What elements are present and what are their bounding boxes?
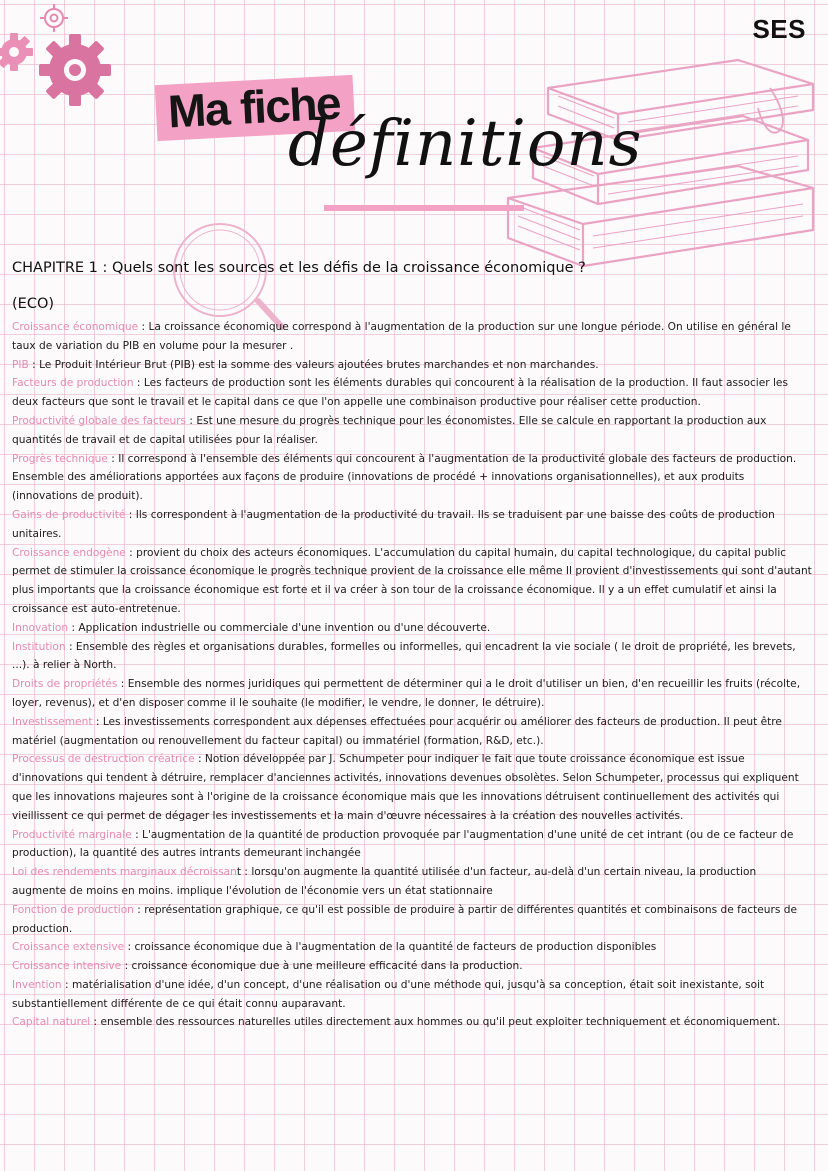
definition-item — [12, 938, 812, 957]
definition-term: Productivité marginale — [12, 828, 132, 841]
definition-text: : Il correspond à l'ensemble des éléments qui concourent à l'augmentation de la productivité globale des facteurs de production. Ensemble des améliorations apportées aux façons de produire (innovations de procédé + innovations organisationnelles), et aux produits (innovations de produit). — [12, 452, 797, 503]
definition-term: Investissement — [12, 715, 93, 728]
small-gear-icon — [0, 33, 33, 71]
definition-item — [12, 863, 812, 901]
definition-item — [12, 1013, 812, 1032]
definition-item — [12, 450, 812, 506]
title-underline — [324, 205, 524, 211]
definition-term: Institution — [12, 640, 66, 653]
definition-text: : croissance économique due à une meilleure efficacité dans la production. — [121, 960, 523, 973]
definition-text: : L'augmentation de la quantité de production provoquée par l'augmentation d'une unité de cet intrant (ou de ce facteur de production), la quantité des autres intrants demeurant inchangée — [12, 828, 794, 860]
definition-term: Loi des rendements marginaux décroissan — [12, 866, 237, 879]
definition-term: Croissance extensive — [12, 941, 125, 954]
definition-term: Facteurs de production — [12, 377, 134, 390]
definitions-list — [12, 318, 812, 1032]
definition-term: Capital naturel — [12, 1016, 91, 1029]
definition-item — [12, 901, 812, 939]
definition-item — [12, 826, 812, 864]
definition-text: : matérialisation d'une idée, d'un concept, d'une réalisation ou d'une méthode qui, jusqu'à sa conception, était soit inexistante, soit substantiellement différente de ce qui était connu auparavant. — [12, 978, 765, 1010]
page-title: Ma fiche — [166, 76, 342, 138]
tiny-gear-icon — [40, 4, 68, 32]
definition-text: t : lorsqu'on augmente la quantité utilisée d'un facteur, au-delà d'un certain niveau, la production augmente de moins en moins. implique l'évolution de l'économie vers un état stationnaire — [12, 866, 757, 897]
definition-item — [12, 374, 812, 412]
definition-term: Droits de propriétés — [12, 678, 118, 691]
definition-term: Croissance intensive — [12, 960, 122, 973]
definition-text: : provient du choix des acteurs économiques. L'accumulation du capital humain, du capital technologique, du capital public permet de stimuler la croissance économique le progrès technique provient de la croissance elle même Il provient d'investissements qui sont d'autant plus importants que la croissance économique est forte et il va créer à son tour de la croissance économique. Il y a un effet cumulatif et ainsi la croissance est auto-entretenue. — [12, 546, 812, 615]
definition-term: Fonction de production — [12, 903, 134, 916]
definition-item — [12, 750, 812, 825]
definition-text: : représentation graphique, ce qu'il est possible de produire à partir de différentes quantités et combinaisons de facteurs de production. — [12, 903, 798, 935]
definition-term: PIB — [12, 358, 29, 371]
definition-text: : La croissance économique correspond à l'augmentation de la production sur une longue période. On utilise en général le taux de variation du PIB en volume pour la mesurer . — [12, 321, 791, 352]
definition-item — [12, 675, 812, 713]
subject-label: SES — [752, 14, 806, 44]
definition-text: : Est une mesure du progrès technique pour les économistes. Elle se calcule en rapportant la production aux quantités de travail et de capital utilisées pour la réaliser. — [12, 414, 767, 446]
definition-term: Croissance économique — [12, 321, 139, 333]
definition-term: Productivité globale des facteurs — [12, 414, 187, 427]
large-gear-icon — [39, 34, 111, 106]
definition-item — [12, 713, 812, 751]
definition-text: : Ensemble des normes juridiques qui permettent de déterminer qui a le droit d'utiliser un bien, d'en recueillir les fruits (récolte, loyer, revenus), et d'en disposer comme il le souhaite (le modifier, le vendre, le donner, le détruire). — [12, 678, 801, 709]
definition-text: : Ils correspondent à l'augmentation de la productivité du travail. Ils se traduisent par une baisse des coûts de production unitaires. — [12, 508, 775, 540]
definition-term: Croissance endogène — [12, 546, 126, 559]
definition-item — [12, 957, 812, 976]
definition-text: : ensemble des ressources naturelles utiles directement aux hommes ou qu'il peut exploiter techniquement et économiquement. — [90, 1016, 781, 1029]
definition-item — [12, 544, 812, 619]
definition-item — [12, 412, 812, 450]
definition-item — [12, 506, 812, 544]
definition-term: Innovation — [12, 621, 69, 634]
definition-term: Progrès technique — [12, 452, 108, 465]
definition-item — [12, 619, 812, 638]
definition-text: : Les investissements correspondent aux dépenses effectuées pour acquérir ou améliorer des facteurs de production. Il peut être matériel (augmentation ou renouvellement du facteur capital) ou immatériel (formation, R&D, etc.). — [12, 715, 782, 747]
definition-item — [12, 318, 812, 356]
definition-text: : croissance économique due à l'augmentation de la quantité de facteurs de production disponibles — [124, 941, 657, 954]
definition-text: : Le Produit Intérieur Brut (PIB) est la somme des valeurs ajoutées brutes marchandes et non marchandes. — [28, 358, 599, 371]
definition-item — [12, 356, 812, 375]
definition-term: Gains de productivité — [12, 508, 126, 521]
definition-term: Processus de destruction créatrice — [12, 753, 195, 766]
definition-item — [12, 638, 812, 676]
definition-term: Invention — [12, 978, 62, 991]
definition-text: : Notion développée par J. Schumpeter pour indiquer le fait que toute croissance économique est issue d'innovations qui tendent à détruire, remplacer d'anciennes activités, innovations devenues obsolètes. Selon Schumpeter, processus qui expliquent que les innovations majeures sont à l'origine de la croissance économique mais que les innovations détruisent continuellement des activités qui vieillissent ce qui permet de dégager les investissements et la main d'œuvre nécessaires à la création des nouvelles activités. — [12, 753, 799, 822]
page-title-script: définitions — [288, 107, 643, 181]
definition-item — [12, 976, 812, 1014]
definition-text: : Ensemble des règles et organisations durables, formelles ou informelles, qui encadrent la vie sociale ( le droit de propriété, les brevets, ...). à relier à North. — [12, 640, 796, 672]
chapter-heading: CHAPITRE 1 : Quels sont les sources et les défis de la croissance économique ? (ECO) — [12, 260, 586, 312]
gears-illustration — [0, 0, 130, 120]
definition-text: : Application industrielle ou commerciale d'une invention ou d'une découverte. — [68, 621, 491, 634]
definition-text: : Les facteurs de production sont les éléments durables qui concourent à la réalisation de la production. Il faut associer les deux facteurs que sont le travail et le capital dans ce que l'on appelle une combinaison productive pour réaliser cette production. — [12, 377, 788, 409]
